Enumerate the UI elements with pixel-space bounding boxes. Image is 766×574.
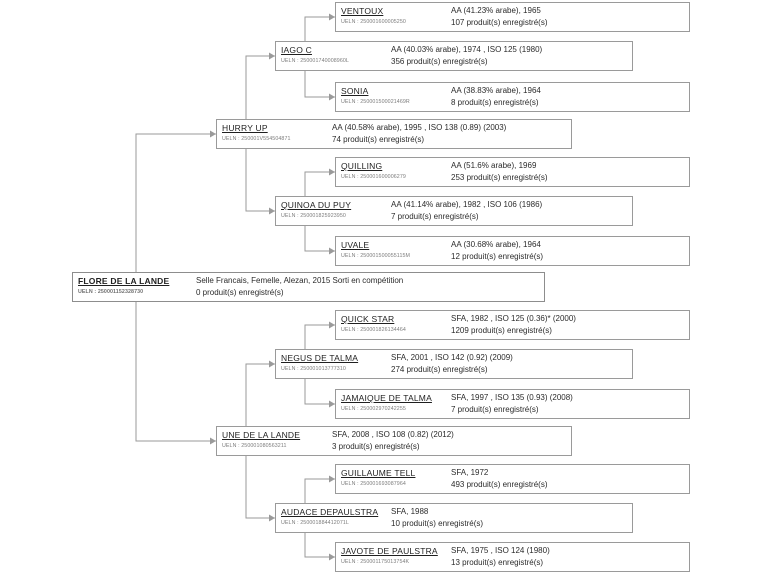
- node-products: 356 produit(s) enregistré(s): [391, 57, 488, 66]
- node-name[interactable]: QUINOA DU PUY: [281, 200, 352, 210]
- node-details: [194, 276, 540, 298]
- node-identity: [341, 546, 449, 565]
- node-name[interactable]: NEGUS DE TALMA: [281, 353, 359, 363]
- node-products: 12 produit(s) enregistré(s): [451, 252, 544, 261]
- node-ueln: UELN : 250001740008960L: [281, 57, 349, 64]
- node-products: 253 produit(s) enregistré(s): [451, 173, 548, 182]
- node-ueln: UELN : 250001884412071L: [281, 519, 349, 526]
- node-products: 13 produit(s) enregistré(s): [451, 558, 544, 567]
- node-name[interactable]: UVALE: [341, 240, 370, 250]
- node-identity: [222, 430, 330, 449]
- node-ueln: UELN : 250001V554504871: [222, 135, 291, 142]
- node-ueln: UELN : 250001152328730: [78, 288, 144, 295]
- node-ueln: UELN : 250001080563211: [222, 442, 287, 449]
- node-ueln: UELN : 250001013777310: [281, 365, 346, 372]
- node-name[interactable]: IAGO C: [281, 45, 312, 55]
- node-ueln: UELN : 250001175013754K: [341, 558, 410, 565]
- node-identity: [341, 86, 449, 105]
- node-ueln: UELN : 250001500021469R: [341, 98, 410, 105]
- node-identity: [341, 314, 449, 333]
- node-ueln: UELN : 250001826134464: [341, 326, 406, 333]
- node-name[interactable]: JAMAIQUE DE TALMA: [341, 393, 432, 403]
- node-identity: [281, 353, 389, 372]
- node-javote-de-paulstra[interactable]: [335, 542, 690, 572]
- node-identity: [341, 161, 449, 180]
- node-name[interactable]: QUICK STAR: [341, 314, 395, 324]
- node-name[interactable]: HURRY UP: [222, 123, 268, 133]
- node-quick-star[interactable]: [335, 310, 690, 340]
- node-hurry-up[interactable]: [216, 119, 572, 149]
- node-ueln: UELN : 250001500055115M: [341, 252, 411, 259]
- node-identity: [78, 276, 194, 295]
- node-info: AA (40.58% arabe), 1995 , ISO 138 (0.89) (2003): [332, 123, 507, 132]
- node-identity: [341, 393, 449, 412]
- node-details: [330, 430, 567, 452]
- node-name[interactable]: FLORE DE LA LANDE: [78, 276, 170, 286]
- node-info: AA (30.68% arabe), 1964: [451, 240, 541, 249]
- node-info: AA (38.83% arabe), 1964: [451, 86, 541, 95]
- node-products: 3 produit(s) enregistré(s): [332, 442, 420, 451]
- node-products: 74 produit(s) enregistré(s): [332, 135, 425, 144]
- node-details: [330, 123, 567, 145]
- node-ueln: UELN : 250001693087964: [341, 480, 406, 487]
- node-ueln: UELN : 250002970242255: [341, 405, 406, 412]
- node-identity: [341, 6, 449, 25]
- node-products: 493 produit(s) enregistré(s): [451, 480, 548, 489]
- node-info: SFA, 1975 , ISO 124 (1980): [451, 546, 550, 555]
- node-ueln: UELN : 250001600005250: [341, 18, 406, 25]
- node-quilling[interactable]: [335, 157, 690, 187]
- node-details: [389, 353, 628, 375]
- node-audace-depaulstra[interactable]: [275, 503, 633, 533]
- node-info: AA (41.14% arabe), 1982 , ISO 106 (1986): [391, 200, 543, 209]
- node-identity: [222, 123, 330, 142]
- node-ueln: UELN : 250001825923950: [281, 212, 346, 219]
- node-info: SFA, 1982 , ISO 125 (0.36)* (2000): [451, 314, 576, 323]
- node-jamaique-de-talma[interactable]: [335, 389, 690, 419]
- node-info: SFA, 2001 , ISO 142 (0.92) (2009): [391, 353, 513, 362]
- node-products: 7 produit(s) enregistré(s): [391, 212, 479, 221]
- node-products: 0 produit(s) enregistré(s): [196, 288, 284, 297]
- node-iago-c[interactable]: [275, 41, 633, 71]
- node-uvale[interactable]: [335, 236, 690, 266]
- node-info: AA (51.6% arabe), 1969: [451, 161, 537, 170]
- node-ueln: UELN : 250001600006279: [341, 173, 406, 180]
- node-flore-de-la-lande[interactable]: [72, 272, 545, 302]
- node-identity: [281, 45, 389, 64]
- node-negus-de-talma[interactable]: [275, 349, 633, 379]
- node-products: 7 produit(s) enregistré(s): [451, 405, 539, 414]
- node-name[interactable]: VENTOUX: [341, 6, 384, 16]
- node-products: 10 produit(s) enregistré(s): [391, 519, 484, 528]
- node-ventoux[interactable]: [335, 2, 690, 32]
- node-name[interactable]: GUILLAUME TELL: [341, 468, 416, 478]
- node-info: AA (40.03% arabe), 1974 , ISO 125 (1980): [391, 45, 543, 54]
- node-guillaume-tell[interactable]: [335, 464, 690, 494]
- node-details: [449, 468, 685, 490]
- node-identity: [341, 240, 449, 259]
- node-sonia[interactable]: [335, 82, 690, 112]
- node-une-de-la-lande[interactable]: [216, 426, 572, 456]
- node-name[interactable]: SONIA: [341, 86, 369, 96]
- node-info: Selle Francais, Femelle, Alezan, 2015 Sorti en compétition: [196, 276, 404, 285]
- node-details: [449, 314, 685, 336]
- node-name[interactable]: JAVOTE DE PAULSTRA: [341, 546, 438, 556]
- node-details: [449, 161, 685, 183]
- node-info: AA (41.23% arabe), 1965: [451, 6, 541, 15]
- node-name[interactable]: UNE DE LA LANDE: [222, 430, 301, 440]
- node-details: [389, 45, 628, 67]
- node-identity: [281, 507, 389, 526]
- node-name[interactable]: AUDACE DEPAULSTRA: [281, 507, 379, 517]
- node-products: 107 produit(s) enregistré(s): [451, 18, 548, 27]
- node-info: SFA, 1997 , ISO 135 (0.93) (2008): [451, 393, 573, 402]
- node-info: SFA, 2008 , ISO 108 (0.82) (2012): [332, 430, 454, 439]
- node-details: [449, 240, 685, 262]
- node-details: [389, 507, 628, 529]
- node-details: [449, 6, 685, 28]
- node-info: SFA, 1988: [391, 507, 429, 516]
- node-products: 8 produit(s) enregistré(s): [451, 98, 539, 107]
- node-details: [449, 546, 685, 568]
- node-details: [389, 200, 628, 222]
- node-identity: [341, 468, 449, 487]
- node-name[interactable]: QUILLING: [341, 161, 383, 171]
- node-info: SFA, 1972: [451, 468, 489, 477]
- node-details: [449, 393, 685, 415]
- node-products: 274 produit(s) enregistré(s): [391, 365, 488, 374]
- node-details: [449, 86, 685, 108]
- node-identity: [281, 200, 389, 219]
- node-quinoa-du-puy[interactable]: [275, 196, 633, 226]
- node-products: 1209 produit(s) enregistré(s): [451, 326, 552, 335]
